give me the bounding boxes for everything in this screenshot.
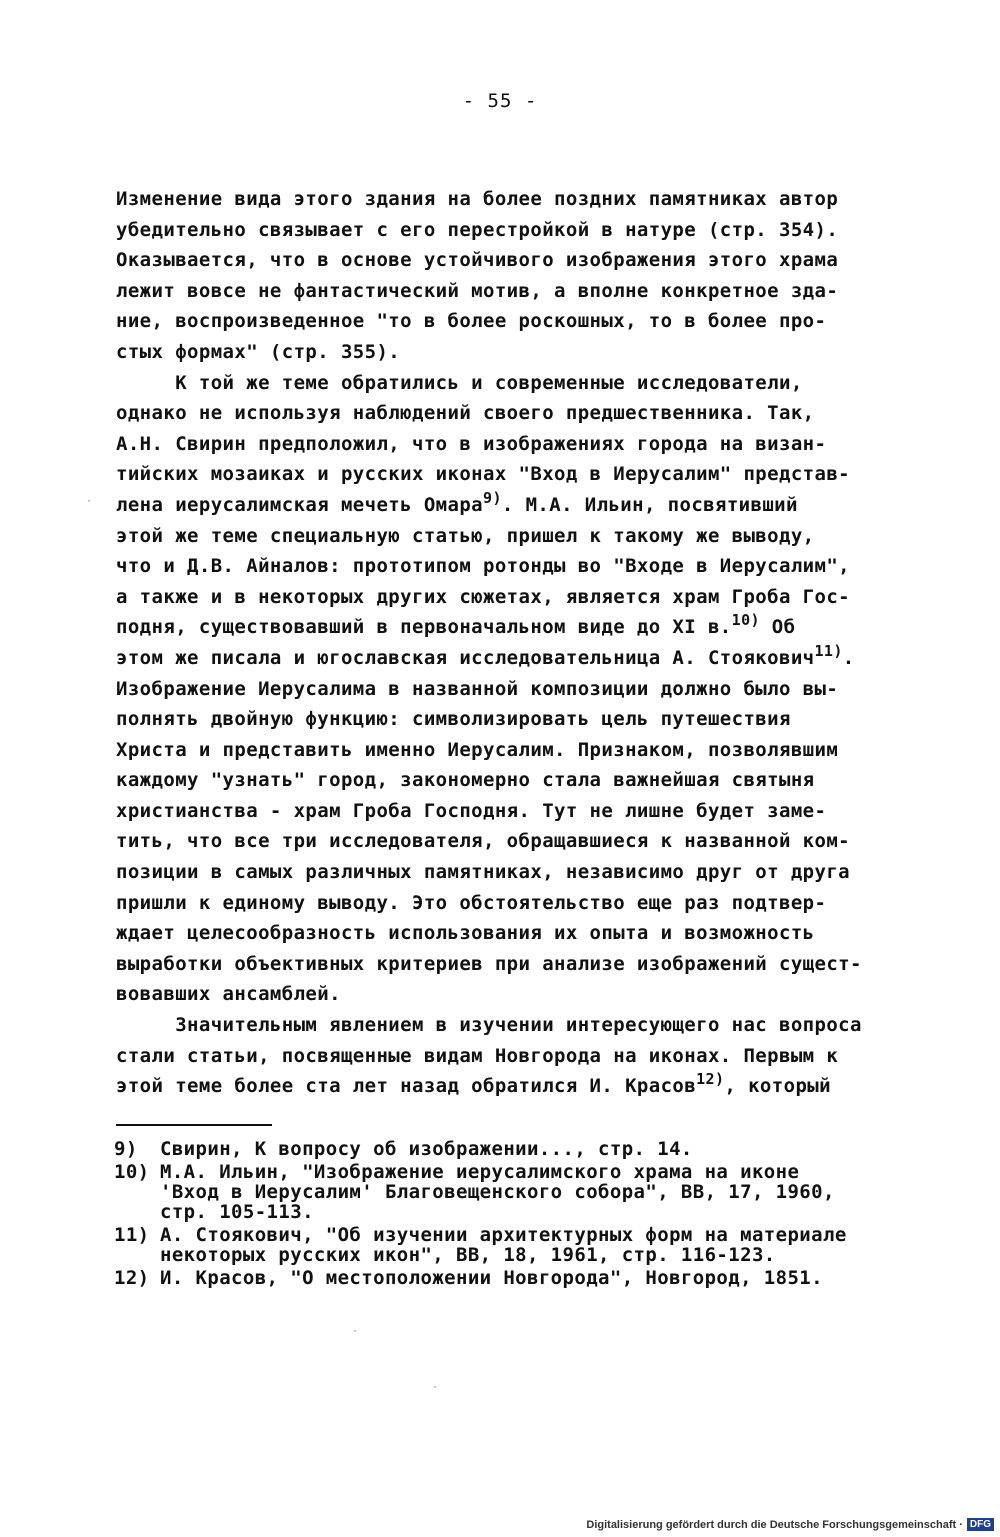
footer-text: Digitalisierung gefördert durch die Deutsche Forschungsgemeinschaft ·	[586, 1518, 963, 1531]
text-line: вовавших ансамблей.	[116, 983, 341, 1006]
text-line: каждому "узнать" город, закономерно стала важнейшая святыня	[116, 769, 815, 792]
footnote-text	[160, 1139, 914, 1159]
text-line	[116, 612, 896, 643]
text-line: Значительным явлением в изучении интересующего нас вопроса	[116, 1014, 862, 1037]
text-line	[116, 643, 896, 674]
text-line: лежит вовсе не фантастический мотив, а вполне конкретное зда-	[116, 279, 839, 302]
text-line: стых формах" (стр. 355).	[116, 340, 401, 363]
text-line: позиции в самых различных памятниках, независимо друг от друга	[116, 861, 851, 884]
footnote-9	[114, 1139, 914, 1159]
footnote-number: 10)	[114, 1161, 150, 1183]
text-segment: . М.А. Ильин, посвятивший	[501, 493, 798, 516]
footnote-line: И. Красов, "О местоположении Новгорода", Новгород, 1851.	[160, 1267, 823, 1289]
text-line: Оказывается, что в основе устойчивого изображения этого храма	[116, 249, 839, 272]
footnote-text	[160, 1225, 914, 1265]
scan-speck: ·	[86, 496, 93, 507]
footnote-number: 12)	[114, 1267, 150, 1289]
text-line: Христа и представить именно Иерусалим. Признаком, позволявшим	[116, 738, 839, 761]
footnote-ref-12[interactable]: 12)	[696, 1069, 725, 1088]
text-segment: этой теме более ста лет назад обратился И. Красов	[116, 1075, 697, 1098]
footnote-line: стр. 105-113.	[160, 1201, 314, 1223]
page-number: - 55 -	[462, 90, 538, 112]
footnotes	[114, 1139, 914, 1291]
footnote-line: некоторых русских икон", ВВ, 18, 1961, стр. 116-123.	[160, 1244, 776, 1266]
footnote-text	[160, 1162, 914, 1222]
footnote-line: М.А. Ильин, "Изображение иерусалимского храма на иконе	[160, 1161, 800, 1183]
text-line: что и Д.В. Айналов: прототипом ротонды во "Входе в Иерусалим",	[116, 555, 851, 578]
text-line: однако не используя наблюдений своего предшественника. Так,	[116, 402, 815, 425]
text-line: Изменение вида этого здания на более поздних памятниках автор	[116, 188, 839, 210]
text-line: ждает целесообразность использования их опыта и возможность	[116, 922, 815, 945]
text-line: А.Н. Свирин предположил, что в изображениях города на визан-	[116, 432, 827, 455]
footnote-divider	[116, 1124, 272, 1126]
body-text	[116, 184, 896, 1102]
text-segment: , который	[724, 1075, 831, 1098]
text-segment: подня, существовавший в первоначальном виде до XI в.	[116, 616, 732, 639]
footnote-number: 11)	[114, 1224, 150, 1246]
text-line: К той же теме обратились и современные исследователи,	[116, 371, 803, 394]
text-line: пришли к единому выводу. Это обстоятельство еще раз подтвер-	[116, 891, 827, 914]
text-segment: лена иерусалимская мечеть Омара	[116, 493, 484, 516]
footnote-number: 9)	[114, 1138, 138, 1160]
text-line: тийских мозаиках и русских иконах "Вход в Иерусалим" представ-	[116, 463, 851, 486]
footnote-line: 'Вход в Иерусалим' Благовещенского собора", ВВ, 17, 1960,	[160, 1181, 835, 1203]
text-line: а также и в некоторых других сюжетах, является храм Гроба Гос-	[116, 585, 851, 608]
footnote-11	[114, 1225, 914, 1265]
text-line	[116, 490, 896, 521]
footnote-10	[114, 1162, 914, 1222]
text-segment: .	[842, 646, 855, 669]
text-line: убедительно связывает с его перестройкой в натуре (стр. 354).	[116, 218, 839, 241]
text-line: выработки объективных критериев при анализе изображений сущест-	[116, 952, 862, 975]
text-segment: Об	[759, 616, 796, 639]
footnote-ref-9[interactable]: 9)	[483, 488, 502, 507]
text-line: Изображение Иерусалима в названной композиции должно было вы-	[116, 677, 839, 700]
text-line: тить, что все три исследователя, обращавшиеся к названной ком-	[116, 830, 851, 853]
digitization-footer	[586, 1518, 994, 1531]
scan-speck: ·	[432, 1382, 439, 1393]
dfg-logo-icon: DFG	[967, 1518, 994, 1531]
text-line: полнять двойную функцию: символизировать цель путешествия	[116, 708, 791, 731]
text-segment: этом же писала и югославская исследовательница А. Стоякович	[116, 646, 815, 669]
footnote-line: А. Стоякович, "Об изучении архитектурных форм на материале	[160, 1224, 847, 1246]
scan-speck: ·	[352, 1326, 359, 1337]
text-line: этой же теме специальную статью, пришел к такому же выводу,	[116, 524, 815, 547]
text-line: стали статьи, посвященные видам Новгорода на иконах. Первым к	[116, 1044, 839, 1067]
footnote-line: Свирин, К вопросу об изображении..., стр. 14.	[160, 1138, 693, 1160]
text-line	[116, 1071, 896, 1102]
footnote-ref-10[interactable]: 10)	[731, 611, 760, 630]
text-line: христианства - храм Гроба Господня. Тут не лишне будет заме-	[116, 799, 827, 822]
footnote-text	[160, 1268, 914, 1288]
footnote-ref-11[interactable]: 11)	[814, 641, 843, 660]
footnote-12	[114, 1268, 914, 1288]
text-line: ние, воспроизведенное "то в более роскошных, то в более про-	[116, 310, 827, 333]
